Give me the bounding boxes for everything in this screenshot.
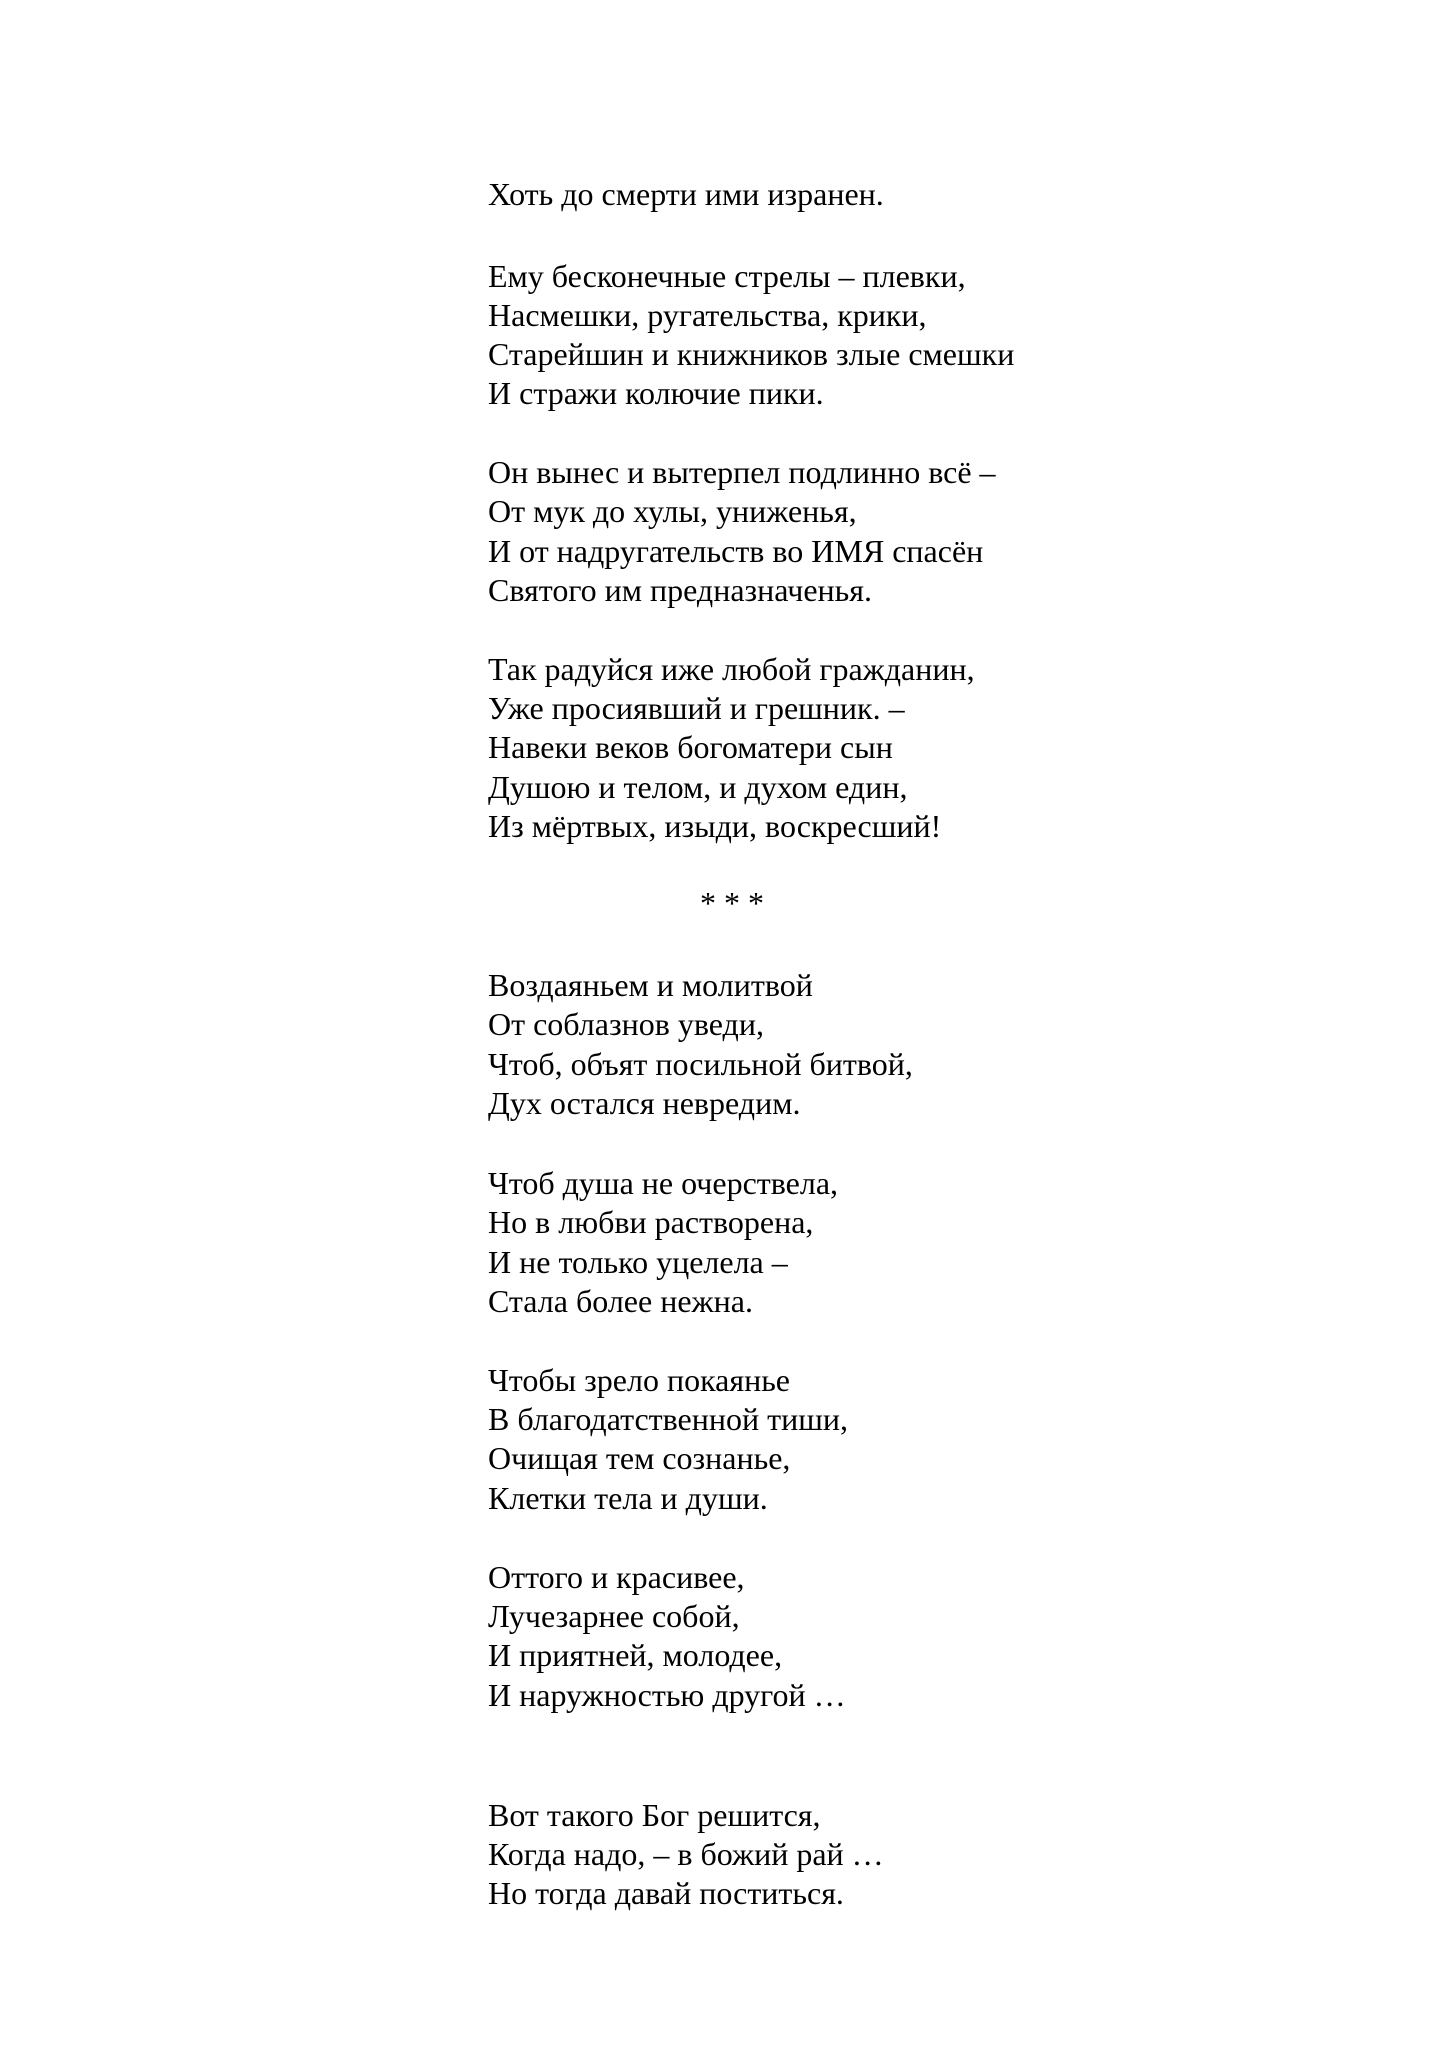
poem-line: Но в любви растворена, — [488, 1204, 814, 1240]
poem-line: Ему бесконечные стрелы – плевки, — [488, 258, 966, 294]
poem-line: И от надругательств во ИМЯ спасён — [488, 533, 984, 569]
poem-line: Насмешки, ругательства, крики, — [488, 297, 927, 333]
poem-line: Вот такого Бог решится, — [488, 1797, 821, 1833]
poem-line: Навеки веков богоматери сын — [488, 729, 893, 765]
poem-line: Но тогда давай поститься. — [488, 1875, 844, 1911]
poem-line: Очищая тем сознанье, — [488, 1440, 791, 1476]
poem-line: И не только уцелела – — [488, 1244, 788, 1280]
poem-line: От соблазнов уведи, — [488, 1006, 764, 1042]
poem-line: Лучезарнее собой, — [488, 1598, 740, 1634]
poem-line: В благодатственной тиши, — [488, 1401, 848, 1437]
poem-line: Чтоб душа не очерствела, — [488, 1165, 839, 1201]
poem-line: И наружностью другой … — [488, 1677, 846, 1713]
poem-line: Когда надо, – в божий рай … — [488, 1836, 884, 1872]
section-separator: * * * — [700, 885, 764, 921]
poem-line: И приятней, молодее, — [488, 1637, 783, 1673]
poem-line: Хоть до смерти ими изранен. — [488, 176, 884, 212]
poem-line: Старейшин и книжников злые смешки — [488, 336, 1015, 372]
poem-line: Уже просиявший и грешник. – — [488, 690, 905, 726]
poem-line: Святого им предназначенья. — [488, 572, 872, 608]
poem-line: Стала более нежна. — [488, 1283, 753, 1319]
poem-line: И стражи колючие пики. — [488, 375, 824, 411]
poem-line: Клетки тела и души. — [488, 1480, 768, 1516]
poem-line: Так радуйся иже любой гражданин, — [488, 651, 975, 687]
poem-line: Чтобы зрело покаянье — [488, 1362, 790, 1398]
poem-line: Воздаяньем и молитвой — [488, 967, 813, 1003]
poem-line: Оттого и красивее, — [488, 1559, 745, 1595]
poem-line: Из мёртвых, изыди, воскресший! — [488, 808, 942, 844]
poem-line: Он вынес и вытерпел подлинно всё – — [488, 454, 996, 490]
poem-line: Чтоб, объят посильной битвой, — [488, 1046, 913, 1082]
poem-line: Дух остался невредим. — [488, 1085, 801, 1121]
poem-line: Душою и телом, и духом един, — [488, 769, 908, 805]
poem-line: От мук до хулы, униженья, — [488, 493, 857, 529]
